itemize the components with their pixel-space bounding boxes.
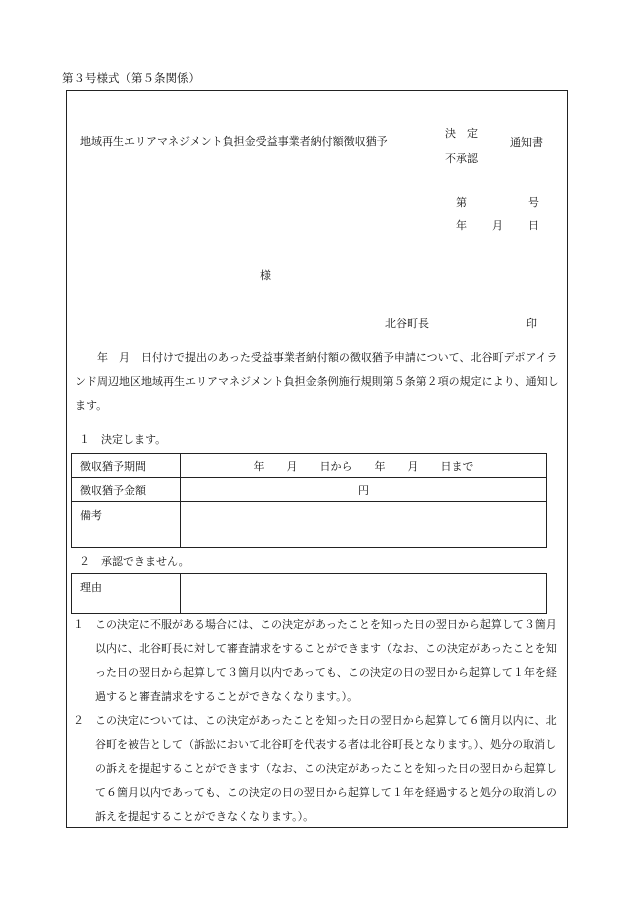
row-value [181, 502, 547, 548]
seal-mark: 印 [526, 317, 537, 330]
number-prefix: 第 [456, 196, 467, 209]
document-type: 通知書 [510, 136, 543, 149]
notes [73, 613, 563, 829]
row-value [181, 574, 547, 614]
section1-heading: １ 決定します。 [79, 433, 167, 446]
rejection-table [71, 573, 547, 614]
row-value: 円 [181, 478, 547, 502]
row-label: 徴収猶予金額 [72, 478, 181, 502]
decision-table [71, 453, 547, 548]
decision-choice [445, 121, 478, 171]
issuer-title: 北谷町長 [385, 317, 429, 330]
row-label: 備考 [72, 502, 181, 548]
date-day: 日 [528, 219, 539, 232]
note-item: １ この決定に不服がある場合には、この決定があったことを知った日の翌日から起算して３箇月以内に、北谷町長に対して審査請求をすることができます（なお、この決定があったことを知った日の翌日から起算して３箇月以内であっても、この決定の日の翌日から起算して１年を経過すると審査請求をすることができなくなります。）。 [73, 618, 557, 703]
notice-form [66, 90, 568, 828]
row-value: 年 月 日から 年 月 日まで [181, 454, 547, 478]
document-title: 地域再生エリアマネジメント負担金受益事業者納付額徴収猶予 [80, 135, 388, 148]
body-paragraph: 年 月 日付けで提出のあった受益事業者納付額の徴収猶予申請について、北谷町デポアイランド周辺地区地域再生エリアマネジメント負担金条例施行規則第５条第２項の規定により、通知します。 [75, 351, 559, 412]
table-row [72, 454, 547, 478]
form-label: 第３号様式（第５条関係） [62, 71, 200, 85]
row-label: 徴収猶予期間 [72, 454, 181, 478]
addressee-suffix: 様 [260, 269, 271, 282]
note-item: ２ この決定については、この決定があったことを知った日の翌日から起算して６箇月以内に、北谷町を被告として（訴訟において北谷町を代表する者は北谷町長となります。）、処分の取消しの訴えを提起することができます（なお、この決定があったことを知った日の翌日から起算して６箇月以内であっても、この決定の日の翌日から起算して１年を経過すると処分の取消しの訴えを提起することができなくなります。）。 [73, 714, 557, 823]
row-label: 理由 [72, 574, 181, 614]
number-suffix: 号 [528, 196, 539, 209]
decision-option-reject: 不承認 [445, 152, 478, 165]
decision-option-approve: 決 定 [445, 127, 478, 140]
table-row [72, 574, 547, 614]
date-month: 月 [492, 219, 503, 232]
table-row [72, 478, 547, 502]
date-year: 年 [456, 219, 467, 232]
section2-heading: ２ 承認できません。 [79, 555, 190, 568]
table-row [72, 502, 547, 548]
